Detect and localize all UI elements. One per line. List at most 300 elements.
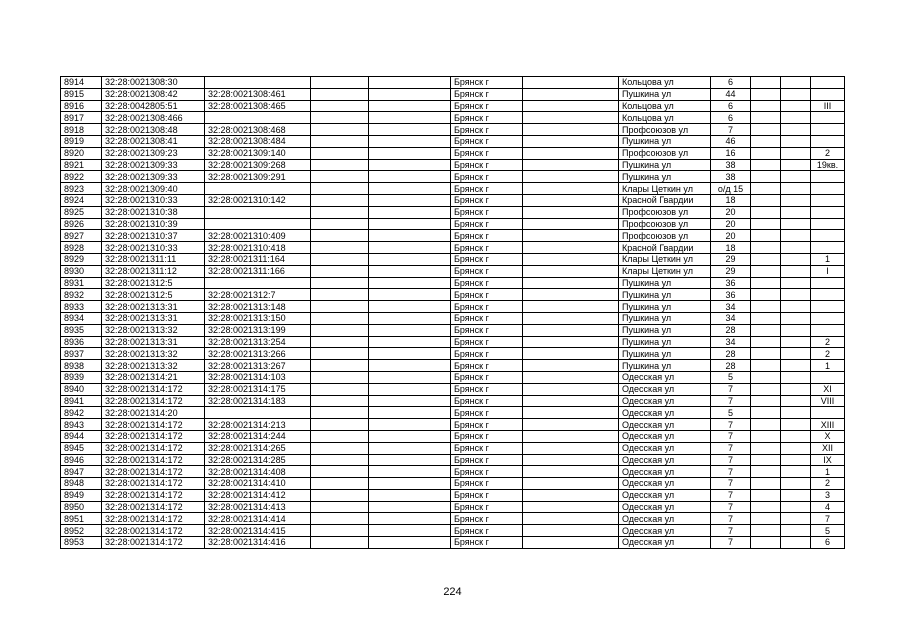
- table-cell: 32:28:0021313:199: [205, 324, 311, 336]
- table-cell: [523, 171, 619, 183]
- table-row: [61, 124, 845, 136]
- table-cell: I: [811, 265, 845, 277]
- table-cell: Клары Цеткин ул: [619, 265, 711, 277]
- table-cell: 8918: [61, 124, 102, 136]
- table-cell: [781, 501, 811, 513]
- table-cell: [751, 289, 781, 301]
- table-cell: [205, 407, 311, 419]
- table-cell: [811, 312, 845, 324]
- table-cell: 2: [811, 478, 845, 490]
- table-cell: [781, 478, 811, 490]
- table-cell: 8923: [61, 183, 102, 195]
- table-cell: [523, 230, 619, 242]
- table-cell: Одесская ул: [619, 513, 711, 525]
- table-cell: [781, 230, 811, 242]
- table-cell: [311, 324, 369, 336]
- table-cell: [751, 324, 781, 336]
- table-cell: 32:28:0021314:410: [205, 478, 311, 490]
- table-cell: [751, 112, 781, 124]
- table-cell: [781, 525, 811, 537]
- table-cell: [751, 230, 781, 242]
- table-cell: III: [811, 100, 845, 112]
- table-cell: 8949: [61, 489, 102, 501]
- table-cell: [751, 242, 781, 254]
- table-cell: Одесская ул: [619, 383, 711, 395]
- table-cell: 32:28:0021309:291: [205, 171, 311, 183]
- table-cell: [311, 312, 369, 324]
- table-row: [61, 301, 845, 313]
- table-row: [61, 135, 845, 147]
- table-cell: 8946: [61, 454, 102, 466]
- table-cell: Кольцова ул: [619, 100, 711, 112]
- table-cell: [205, 206, 311, 218]
- table-cell: [751, 336, 781, 348]
- table-cell: 8922: [61, 171, 102, 183]
- table-cell: [751, 171, 781, 183]
- table-cell: 8927: [61, 230, 102, 242]
- table-row: [61, 253, 845, 265]
- table-cell: Брянск г: [451, 489, 523, 501]
- table-cell: XIII: [811, 419, 845, 431]
- table-cell: [311, 419, 369, 431]
- table-cell: [311, 383, 369, 395]
- table-cell: [781, 371, 811, 383]
- table-cell: 32:28:0021313:31: [102, 301, 205, 313]
- table-cell: 32:28:0021313:150: [205, 312, 311, 324]
- table-cell: [523, 466, 619, 478]
- table-cell: Брянск г: [451, 407, 523, 419]
- table-cell: [811, 183, 845, 195]
- table-cell: [781, 218, 811, 230]
- table-cell: 8953: [61, 537, 102, 549]
- table-cell: Брянск г: [451, 112, 523, 124]
- table-cell: [369, 218, 451, 230]
- table-cell: [369, 525, 451, 537]
- table-cell: Брянск г: [451, 100, 523, 112]
- table-cell: [751, 147, 781, 159]
- table-cell: Брянск г: [451, 206, 523, 218]
- table-cell: [751, 537, 781, 549]
- table-cell: 32:28:0021314:415: [205, 525, 311, 537]
- table-cell: 32:28:0021314:285: [205, 454, 311, 466]
- table-row: [61, 360, 845, 372]
- table-cell: 32:28:0021314:172: [102, 501, 205, 513]
- table-row: [61, 407, 845, 419]
- table-cell: 8921: [61, 159, 102, 171]
- table-cell: 32:28:0021313:267: [205, 360, 311, 372]
- table-cell: 8940: [61, 383, 102, 395]
- table-cell: XII: [811, 442, 845, 454]
- table-cell: 34: [711, 312, 751, 324]
- table-cell: [523, 419, 619, 431]
- table-cell: [751, 371, 781, 383]
- table-cell: 6: [711, 77, 751, 89]
- table-cell: [311, 194, 369, 206]
- table-cell: Брянск г: [451, 525, 523, 537]
- table-cell: [811, 77, 845, 89]
- table-row: [61, 242, 845, 254]
- table-cell: [369, 360, 451, 372]
- table-cell: 7: [711, 124, 751, 136]
- table-cell: Пушкина ул: [619, 135, 711, 147]
- table-cell: [781, 171, 811, 183]
- table-cell: 32:28:0021310:37: [102, 230, 205, 242]
- table-cell: 29: [711, 265, 751, 277]
- table-cell: [523, 147, 619, 159]
- table-cell: 19кв.: [811, 159, 845, 171]
- table-cell: 4: [811, 501, 845, 513]
- table-cell: 32:28:0021313:32: [102, 360, 205, 372]
- table-cell: Брянск г: [451, 194, 523, 206]
- table-cell: [311, 360, 369, 372]
- table-cell: 32:28:0021308:468: [205, 124, 311, 136]
- table-cell: [523, 383, 619, 395]
- table-row: [61, 112, 845, 124]
- table-cell: 36: [711, 289, 751, 301]
- table-cell: 28: [711, 348, 751, 360]
- table-cell: [369, 324, 451, 336]
- table-cell: [811, 407, 845, 419]
- table-cell: 6: [711, 112, 751, 124]
- table-cell: [781, 301, 811, 313]
- table-cell: 32:28:0021309:140: [205, 147, 311, 159]
- table-row: [61, 194, 845, 206]
- table-cell: 32:28:0021314:175: [205, 383, 311, 395]
- table-cell: [369, 159, 451, 171]
- table-cell: 7: [711, 430, 751, 442]
- table-cell: [311, 253, 369, 265]
- table-row: [61, 218, 845, 230]
- table-cell: 32:28:0021314:172: [102, 513, 205, 525]
- table-cell: 8920: [61, 147, 102, 159]
- table-row: [61, 324, 845, 336]
- table-cell: [781, 206, 811, 218]
- table-cell: 46: [711, 135, 751, 147]
- table-cell: [751, 419, 781, 431]
- table-cell: Брянск г: [451, 442, 523, 454]
- table-cell: X: [811, 430, 845, 442]
- table-cell: XI: [811, 383, 845, 395]
- table-cell: 32:28:0021308:30: [102, 77, 205, 89]
- table-cell: [781, 242, 811, 254]
- table-row: [61, 277, 845, 289]
- table-cell: 32:28:0021314:244: [205, 430, 311, 442]
- table-cell: [369, 466, 451, 478]
- table-cell: 8934: [61, 312, 102, 324]
- table-cell: [311, 478, 369, 490]
- table-cell: 8933: [61, 301, 102, 313]
- table-cell: [311, 88, 369, 100]
- table-cell: [523, 513, 619, 525]
- table-cell: [751, 395, 781, 407]
- table-cell: 32:28:0021314:183: [205, 395, 311, 407]
- table-row: [61, 100, 845, 112]
- table-cell: Одесская ул: [619, 466, 711, 478]
- table-cell: [311, 301, 369, 313]
- table-cell: 1: [811, 253, 845, 265]
- table-cell: Красной Гвардии: [619, 194, 711, 206]
- table-cell: [369, 171, 451, 183]
- table-cell: [311, 466, 369, 478]
- table-cell: [205, 183, 311, 195]
- table-cell: Одесская ул: [619, 442, 711, 454]
- table-cell: [523, 100, 619, 112]
- table-cell: Брянск г: [451, 253, 523, 265]
- table-cell: [311, 112, 369, 124]
- table-cell: Брянск г: [451, 277, 523, 289]
- table-cell: 32:28:0021308:461: [205, 88, 311, 100]
- table-cell: Брянск г: [451, 124, 523, 136]
- table-cell: 8948: [61, 478, 102, 490]
- table-row: [61, 442, 845, 454]
- table-cell: Брянск г: [451, 324, 523, 336]
- table-cell: [781, 183, 811, 195]
- table-cell: 32:28:0021313:148: [205, 301, 311, 313]
- table-cell: 32:28:0021314:21: [102, 371, 205, 383]
- table-cell: [523, 218, 619, 230]
- table-cell: 8935: [61, 324, 102, 336]
- table-cell: [369, 371, 451, 383]
- table-cell: [369, 442, 451, 454]
- table-cell: [751, 124, 781, 136]
- table-cell: [369, 348, 451, 360]
- table-cell: Пушкина ул: [619, 289, 711, 301]
- table-cell: [751, 466, 781, 478]
- table-cell: [369, 100, 451, 112]
- table-cell: [751, 454, 781, 466]
- table-cell: 2: [811, 336, 845, 348]
- table-cell: [523, 206, 619, 218]
- table-cell: [751, 159, 781, 171]
- table-cell: Брянск г: [451, 478, 523, 490]
- table-cell: Клары Цеткин ул: [619, 183, 711, 195]
- table-cell: 32:28:0021310:39: [102, 218, 205, 230]
- table-cell: 8929: [61, 253, 102, 265]
- table-cell: [781, 88, 811, 100]
- table-cell: VIII: [811, 395, 845, 407]
- table-cell: [751, 100, 781, 112]
- table-cell: 32:28:0021313:32: [102, 324, 205, 336]
- table-cell: Одесская ул: [619, 454, 711, 466]
- table-cell: Профсоюзов ул: [619, 230, 711, 242]
- table-row: [61, 348, 845, 360]
- table-cell: Брянск г: [451, 513, 523, 525]
- table-cell: [311, 124, 369, 136]
- table-cell: Пушкина ул: [619, 159, 711, 171]
- table-cell: [751, 489, 781, 501]
- table-cell: 32:28:0021314:172: [102, 489, 205, 501]
- table-cell: [781, 442, 811, 454]
- table-cell: 5: [811, 525, 845, 537]
- table-cell: 7: [711, 454, 751, 466]
- table-cell: [781, 124, 811, 136]
- table-cell: [369, 124, 451, 136]
- table-cell: Пушкина ул: [619, 360, 711, 372]
- table-cell: [311, 489, 369, 501]
- table-row: [61, 501, 845, 513]
- table-row: [61, 265, 845, 277]
- table-cell: [811, 230, 845, 242]
- table-cell: Брянск г: [451, 242, 523, 254]
- table-row: [61, 206, 845, 218]
- table-row: [61, 183, 845, 195]
- table-cell: [369, 537, 451, 549]
- table-cell: [751, 183, 781, 195]
- table-cell: [751, 360, 781, 372]
- table-row: [61, 383, 845, 395]
- table-cell: 7: [711, 419, 751, 431]
- table-cell: 32:28:0021310:418: [205, 242, 311, 254]
- table-cell: [311, 218, 369, 230]
- table-cell: [811, 324, 845, 336]
- table-cell: 32:28:0021309:23: [102, 147, 205, 159]
- table-cell: [781, 430, 811, 442]
- table-cell: [311, 454, 369, 466]
- table-cell: [751, 77, 781, 89]
- table-cell: 1: [811, 466, 845, 478]
- table-cell: 8917: [61, 112, 102, 124]
- table-cell: 32:28:0021314:172: [102, 430, 205, 442]
- table-row: [61, 513, 845, 525]
- table-cell: [523, 289, 619, 301]
- table-cell: 8924: [61, 194, 102, 206]
- table-cell: 7: [711, 501, 751, 513]
- table-cell: [811, 242, 845, 254]
- table-cell: [523, 301, 619, 313]
- table-cell: 32:28:0021311:166: [205, 265, 311, 277]
- table-cell: 8952: [61, 525, 102, 537]
- table-cell: 7: [711, 395, 751, 407]
- table-cell: 7: [711, 478, 751, 490]
- table-cell: 2: [811, 147, 845, 159]
- table-cell: [369, 183, 451, 195]
- table-cell: 44: [711, 88, 751, 100]
- table-cell: [311, 77, 369, 89]
- table-cell: 5: [711, 371, 751, 383]
- table-cell: 32:28:0021311:12: [102, 265, 205, 277]
- table-cell: [369, 312, 451, 324]
- table-row: [61, 159, 845, 171]
- table-cell: [523, 124, 619, 136]
- register-table-body: [61, 77, 845, 549]
- table-cell: Брянск г: [451, 336, 523, 348]
- table-cell: Профсоюзов ул: [619, 206, 711, 218]
- table-cell: [751, 430, 781, 442]
- table-row: [61, 454, 845, 466]
- table-cell: [311, 159, 369, 171]
- table-cell: Профсоюзов ул: [619, 124, 711, 136]
- table-cell: [369, 501, 451, 513]
- table-cell: [751, 525, 781, 537]
- table-cell: Брянск г: [451, 501, 523, 513]
- table-cell: Брянск г: [451, 77, 523, 89]
- table-cell: [781, 489, 811, 501]
- table-cell: [781, 147, 811, 159]
- table-cell: [523, 442, 619, 454]
- table-cell: Клары Цеткин ул: [619, 253, 711, 265]
- table-cell: [311, 135, 369, 147]
- table-cell: 32:28:0021314:172: [102, 419, 205, 431]
- table-cell: [751, 135, 781, 147]
- table-cell: [751, 301, 781, 313]
- table-cell: [311, 183, 369, 195]
- table-cell: [781, 454, 811, 466]
- table-row: [61, 466, 845, 478]
- table-cell: Одесская ул: [619, 489, 711, 501]
- table-cell: [523, 194, 619, 206]
- table-cell: Пушкина ул: [619, 348, 711, 360]
- table-cell: Одесская ул: [619, 501, 711, 513]
- table-cell: [781, 336, 811, 348]
- table-row: [61, 478, 845, 490]
- table-cell: 38: [711, 159, 751, 171]
- table-cell: 7: [711, 442, 751, 454]
- table-cell: 6: [811, 537, 845, 549]
- table-row: [61, 395, 845, 407]
- table-cell: [311, 100, 369, 112]
- table-cell: [751, 88, 781, 100]
- table-cell: Брянск г: [451, 135, 523, 147]
- table-cell: 8926: [61, 218, 102, 230]
- table-cell: 1: [811, 360, 845, 372]
- table-cell: [751, 194, 781, 206]
- table-cell: Пушкина ул: [619, 301, 711, 313]
- table-cell: [523, 395, 619, 407]
- table-cell: [311, 407, 369, 419]
- table-cell: 32:28:0021310:33: [102, 242, 205, 254]
- table-cell: Брянск г: [451, 312, 523, 324]
- table-cell: [311, 348, 369, 360]
- table-cell: 38: [711, 171, 751, 183]
- table-cell: [781, 324, 811, 336]
- table-cell: 28: [711, 360, 751, 372]
- table-cell: Пушкина ул: [619, 336, 711, 348]
- table-cell: 32:28:0021313:254: [205, 336, 311, 348]
- table-cell: 28: [711, 324, 751, 336]
- table-cell: [811, 277, 845, 289]
- table-cell: [311, 513, 369, 525]
- table-cell: Одесская ул: [619, 478, 711, 490]
- table-cell: [523, 242, 619, 254]
- table-cell: [369, 478, 451, 490]
- table-cell: 32:28:0021310:142: [205, 194, 311, 206]
- register-table: [60, 76, 845, 549]
- table-cell: 8943: [61, 419, 102, 431]
- table-cell: 32:28:0021314:172: [102, 454, 205, 466]
- table-cell: 8931: [61, 277, 102, 289]
- table-cell: 32:28:0021312:5: [102, 277, 205, 289]
- table-cell: [369, 230, 451, 242]
- table-cell: 20: [711, 230, 751, 242]
- table-cell: 32:28:0021313:31: [102, 312, 205, 324]
- table-row: [61, 147, 845, 159]
- table-cell: [311, 395, 369, 407]
- table-cell: 8945: [61, 442, 102, 454]
- table-cell: 5: [711, 407, 751, 419]
- table-cell: Брянск г: [451, 147, 523, 159]
- table-row: [61, 171, 845, 183]
- table-cell: [369, 194, 451, 206]
- table-cell: Брянск г: [451, 183, 523, 195]
- table-cell: 32:28:0021314:172: [102, 442, 205, 454]
- table-cell: 20: [711, 206, 751, 218]
- table-cell: 7: [711, 513, 751, 525]
- table-cell: [311, 277, 369, 289]
- table-cell: [811, 112, 845, 124]
- table-cell: 32:28:0021314:172: [102, 525, 205, 537]
- table-cell: 6: [711, 100, 751, 112]
- table-cell: [523, 537, 619, 549]
